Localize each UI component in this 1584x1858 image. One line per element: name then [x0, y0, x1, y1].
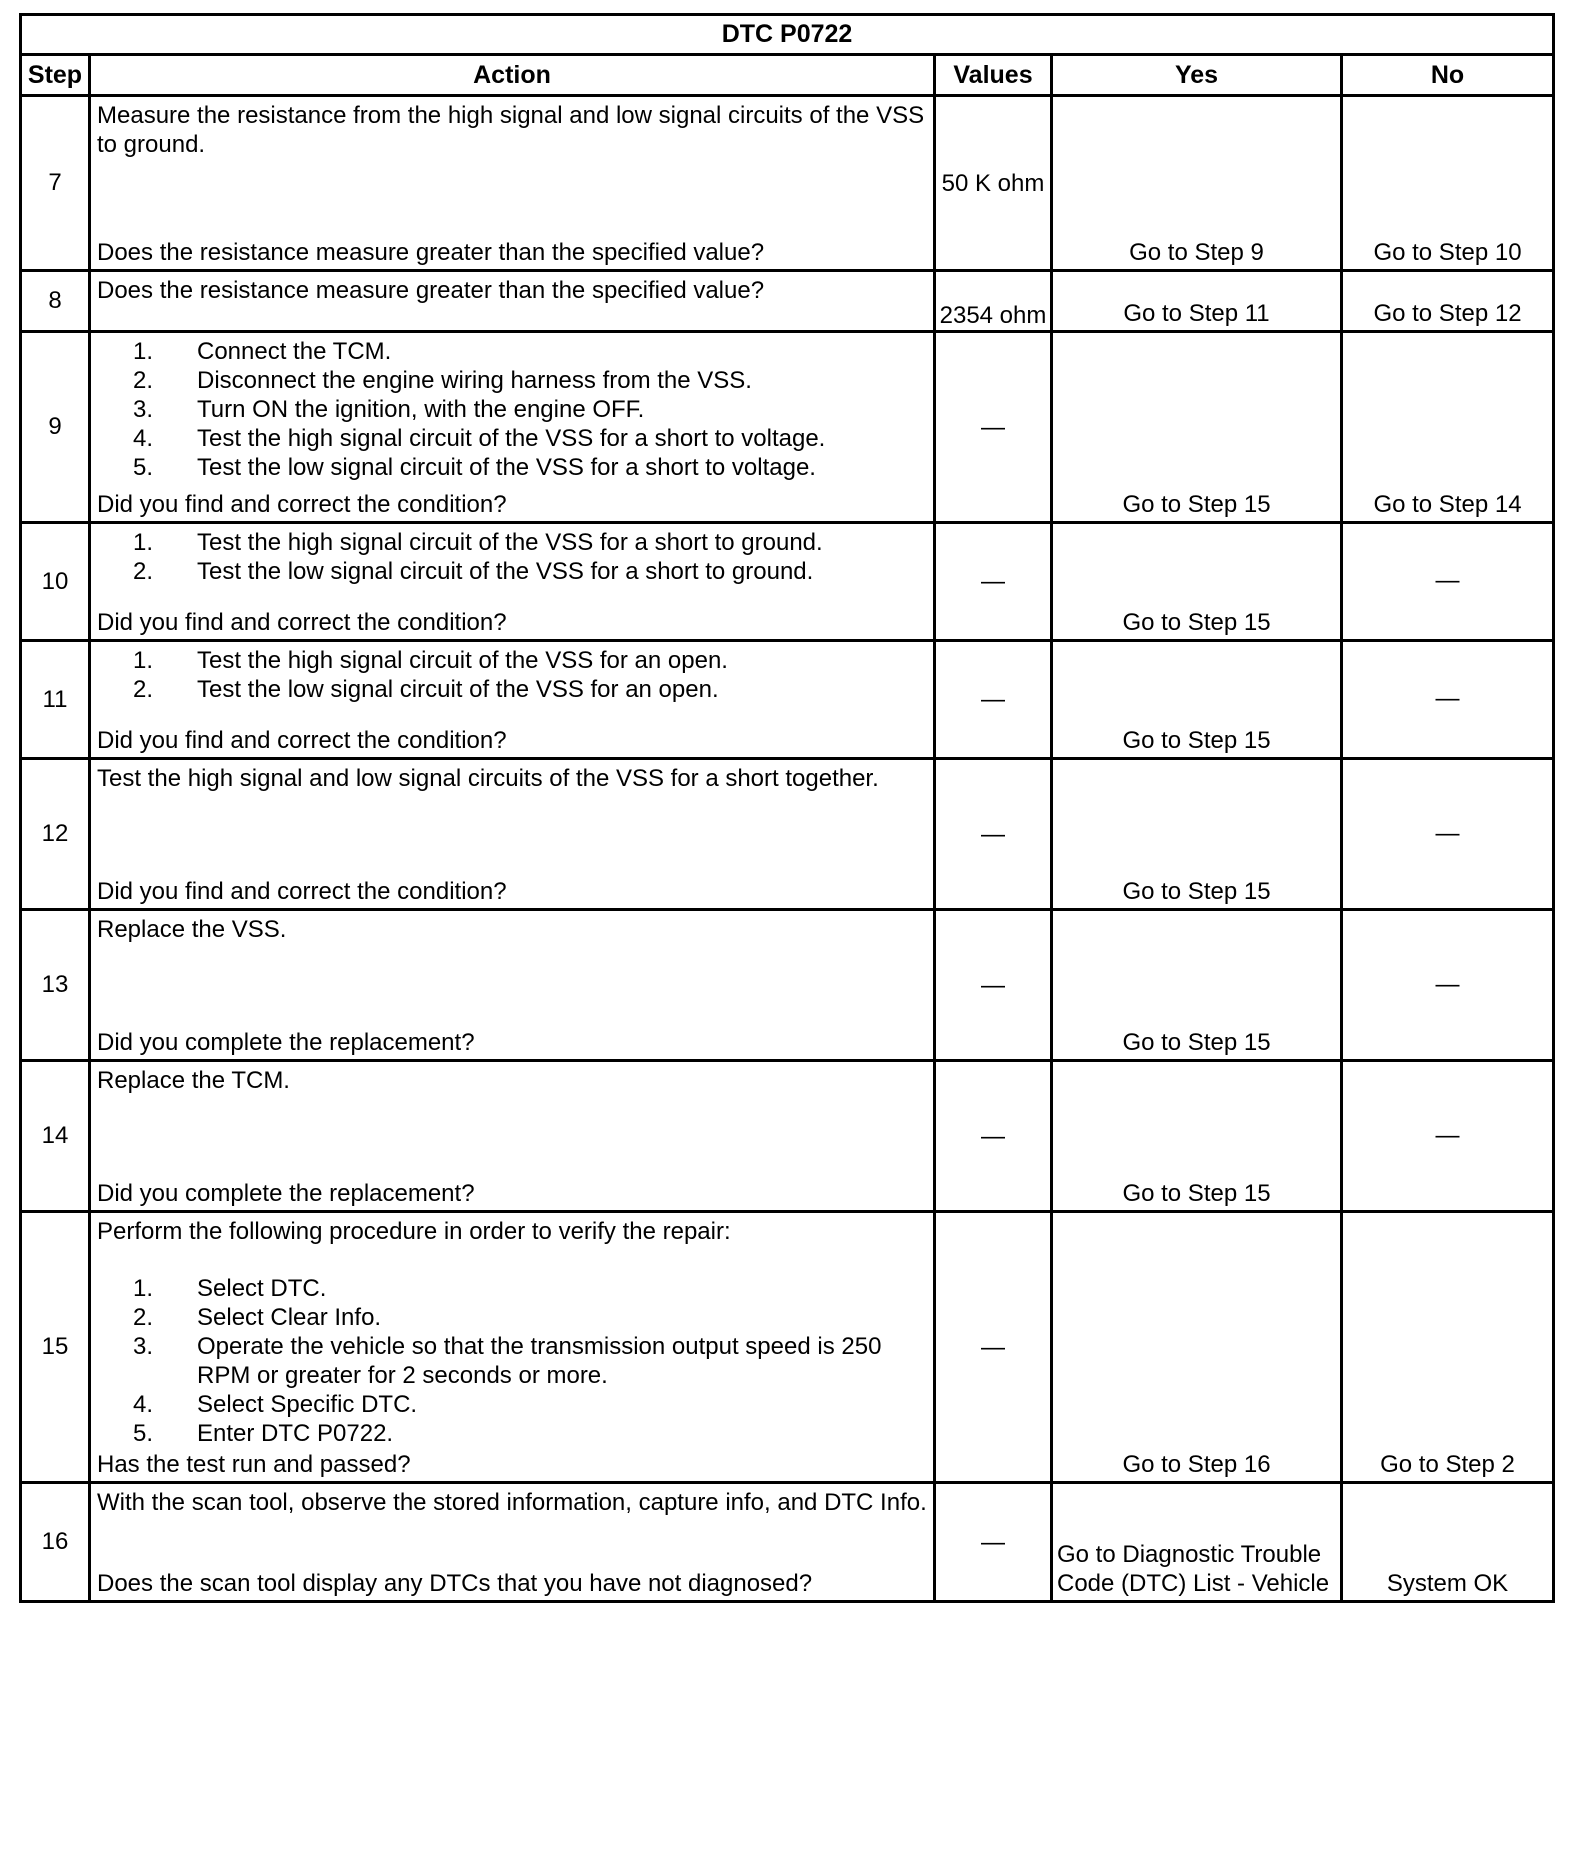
action-step-item — [97, 1303, 927, 1332]
step-number: 10 — [21, 523, 90, 641]
step-number: 12 — [21, 759, 90, 910]
action-content — [91, 1213, 933, 1481]
header-yes: Yes — [1052, 55, 1342, 96]
action-step-text: Test the high signal circuit of the VSS for a short to ground. — [197, 529, 823, 556]
action-step-number: 2. — [132, 558, 153, 585]
action-step-item — [97, 366, 927, 395]
action-content — [91, 760, 933, 908]
action-cell — [90, 1483, 935, 1602]
action-step-item — [97, 395, 927, 424]
table-row — [21, 1483, 1554, 1602]
action-step-item — [97, 646, 927, 675]
action-step-text: Test the high signal circuit of the VSS for a short to voltage. — [197, 425, 826, 452]
action-content — [91, 642, 933, 757]
value-cell: 2354 ohm — [935, 271, 1052, 332]
yes-cell: Go to Step 15 — [1052, 332, 1342, 523]
action-content — [91, 524, 933, 639]
table-row — [21, 96, 1554, 271]
action-step-item — [97, 424, 927, 453]
no-cell: Go to Step 10 — [1342, 96, 1554, 271]
action-steps-list — [97, 337, 927, 482]
table-row — [21, 910, 1554, 1061]
action-top — [97, 101, 927, 159]
header-no: No — [1342, 55, 1554, 96]
action-intro: Does the resistance measure greater than the specified value? — [97, 277, 765, 304]
action-step-item — [97, 1332, 927, 1390]
action-step-number: 2. — [132, 367, 153, 394]
action-question: Does the scan tool display any DTCs that you have not diagnosed? — [97, 1570, 813, 1597]
action-step-number: 5. — [132, 454, 153, 481]
action-content — [91, 1484, 933, 1600]
no-cell: — — [1342, 523, 1554, 641]
action-step-item — [97, 528, 927, 557]
value-cell: 50 K ohm — [935, 96, 1052, 271]
header-step: Step — [21, 55, 90, 96]
yes-cell: Go to Step 15 — [1052, 910, 1342, 1061]
action-step-item — [97, 337, 927, 366]
action-top — [97, 915, 927, 944]
action-step-text: Turn ON the ignition, with the engine OFF. — [197, 396, 645, 423]
no-cell: — — [1342, 1061, 1554, 1212]
diagnostic-table-container — [19, 13, 1555, 1603]
table-row — [21, 1212, 1554, 1483]
action-steps-list — [97, 646, 927, 704]
action-top — [97, 528, 927, 586]
action-intro: Replace the VSS. — [97, 916, 287, 943]
no-cell: — — [1342, 759, 1554, 910]
step-number: 16 — [21, 1483, 90, 1602]
action-step-text: Test the high signal circuit of the VSS for an open. — [197, 647, 728, 674]
step-number: 8 — [21, 271, 90, 332]
action-question: Did you find and correct the condition? — [97, 491, 507, 518]
action-top — [97, 646, 927, 704]
action-question: Did you complete the replacement? — [97, 1029, 475, 1056]
action-question: Did you complete the replacement? — [97, 1180, 475, 1207]
action-question: Does the resistance measure greater than the specified value? — [97, 239, 765, 266]
yes-cell: Go to Step 15 — [1052, 1061, 1342, 1212]
action-step-item — [97, 1390, 927, 1419]
step-number: 11 — [21, 641, 90, 759]
yes-cell: Go to Step 11 — [1052, 271, 1342, 332]
action-step-number: 2. — [132, 676, 153, 703]
yes-cell: Go to Step 15 — [1052, 759, 1342, 910]
yes-cell: Go to Step 9 — [1052, 96, 1342, 271]
action-intro: Test the high signal and low signal circuits of the VSS for a short together. — [97, 765, 879, 792]
action-step-number: 1. — [132, 338, 153, 365]
action-top — [97, 764, 927, 793]
table-row — [21, 759, 1554, 910]
action-cell — [90, 1212, 935, 1483]
action-step-text: Test the low signal circuit of the VSS for a short to ground. — [197, 558, 814, 585]
value-cell: — — [935, 1061, 1052, 1212]
no-cell: — — [1342, 910, 1554, 1061]
action-content — [91, 97, 933, 269]
action-intro: Measure the resistance from the high signal and low signal circuits of the VSS to ground. — [97, 102, 925, 158]
action-cell — [90, 910, 935, 1061]
action-intro: With the scan tool, observe the stored information, capture info, and DTC Info. — [97, 1489, 927, 1516]
action-step-text: Enter DTC P0722. — [197, 1420, 394, 1447]
value-cell: — — [935, 641, 1052, 759]
action-top — [97, 1217, 927, 1448]
action-intro: Perform the following procedure in order to verify the repair: — [97, 1218, 731, 1245]
diagnostic-table — [19, 13, 1555, 1603]
action-step-item — [97, 1419, 927, 1448]
value-cell: — — [935, 1483, 1052, 1602]
action-step-number: 1. — [132, 647, 153, 674]
yes-cell: Go to Step 16 — [1052, 1212, 1342, 1483]
table-row — [21, 1061, 1554, 1212]
action-step-number: 3. — [132, 1333, 153, 1360]
action-step-text: Operate the vehicle so that the transmission output speed is 250 RPM or greater for 2 seconds or more. — [197, 1333, 882, 1389]
action-step-text: Select Clear Info. — [197, 1304, 382, 1331]
action-cell — [90, 641, 935, 759]
action-question: Did you find and correct the condition? — [97, 878, 507, 905]
action-steps-list — [97, 528, 927, 586]
table-row — [21, 271, 1554, 332]
value-cell: — — [935, 910, 1052, 1061]
yes-cell: Go to Step 15 — [1052, 641, 1342, 759]
header-action: Action — [90, 55, 935, 96]
action-step-number: 4. — [132, 1391, 153, 1418]
yes-cell: Go to Diagnostic Trouble Code (DTC) List - Vehicle — [1052, 1483, 1342, 1602]
action-top — [97, 1488, 927, 1517]
action-steps-list — [97, 1274, 927, 1448]
action-step-number: 5. — [132, 1420, 153, 1447]
step-number: 13 — [21, 910, 90, 1061]
action-step-number: 1. — [132, 1275, 153, 1302]
value-cell: — — [935, 1212, 1052, 1483]
action-question: Did you find and correct the condition? — [97, 727, 507, 754]
action-step-item — [97, 1274, 927, 1303]
action-step-text: Test the low signal circuit of the VSS for an open. — [197, 676, 719, 703]
action-cell — [90, 271, 935, 332]
action-content — [91, 1062, 933, 1210]
value-cell: — — [935, 523, 1052, 641]
no-cell: System OK — [1342, 1483, 1554, 1602]
action-top — [97, 276, 927, 305]
action-step-number: 1. — [132, 529, 153, 556]
header-values: Values — [935, 55, 1052, 96]
action-step-number: 4. — [132, 425, 153, 452]
step-number: 14 — [21, 1061, 90, 1212]
no-cell: — — [1342, 641, 1554, 759]
action-cell — [90, 523, 935, 641]
action-content — [91, 911, 933, 1059]
action-step-text: Connect the TCM. — [197, 338, 392, 365]
no-cell: Go to Step 12 — [1342, 271, 1554, 332]
yes-cell: Go to Step 15 — [1052, 523, 1342, 641]
action-content — [91, 333, 933, 521]
no-cell: Go to Step 14 — [1342, 332, 1554, 523]
action-top — [97, 1066, 927, 1095]
value-cell: — — [935, 759, 1052, 910]
table-row — [21, 641, 1554, 759]
action-step-item — [97, 675, 927, 704]
step-number: 9 — [21, 332, 90, 523]
action-step-item — [97, 453, 927, 482]
value-cell: — — [935, 332, 1052, 523]
table-title: DTC P0722 — [21, 15, 1554, 55]
action-step-number: 2. — [132, 1304, 153, 1331]
step-number: 15 — [21, 1212, 90, 1483]
action-cell — [90, 332, 935, 523]
action-cell — [90, 759, 935, 910]
action-intro: Replace the TCM. — [97, 1067, 290, 1094]
action-question: Has the test run and passed? — [97, 1451, 411, 1478]
action-cell — [90, 96, 935, 271]
table-row — [21, 332, 1554, 523]
action-step-text: Test the low signal circuit of the VSS for a short to voltage. — [197, 454, 816, 481]
action-step-text: Select DTC. — [197, 1275, 327, 1302]
action-cell — [90, 1061, 935, 1212]
action-step-item — [97, 557, 927, 586]
step-number: 7 — [21, 96, 90, 271]
action-step-text: Disconnect the engine wiring harness from the VSS. — [197, 367, 752, 394]
action-step-text: Select Specific DTC. — [197, 1391, 418, 1418]
action-question: Did you find and correct the condition? — [97, 609, 507, 636]
table-row — [21, 523, 1554, 641]
action-top — [97, 337, 927, 482]
action-step-number: 3. — [132, 396, 153, 423]
action-content — [91, 272, 933, 330]
no-cell: Go to Step 2 — [1342, 1212, 1554, 1483]
table-body — [21, 96, 1554, 1602]
